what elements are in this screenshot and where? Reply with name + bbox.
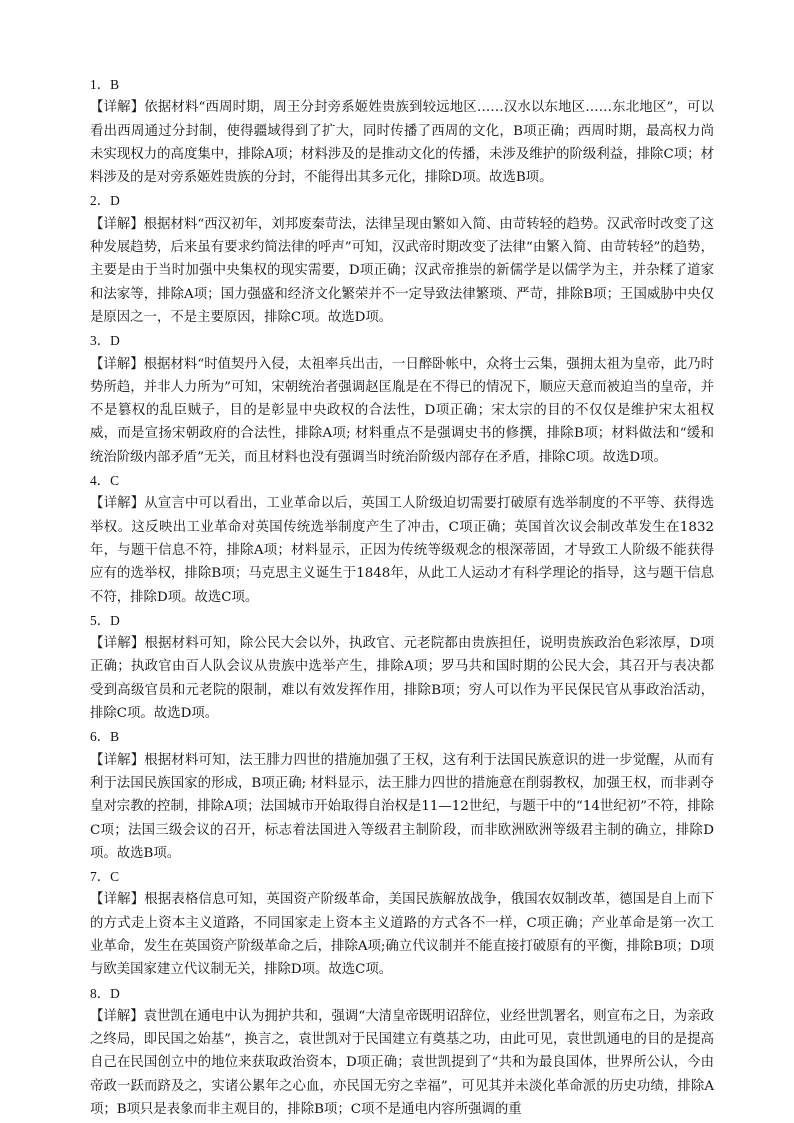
explanation-tag: 【详解】 — [90, 1008, 144, 1024]
answer-explanation — [90, 888, 714, 981]
explanation-text: 根据表格信息可知，英国资产阶级革命，美国民族解放战争，俄国农奴制改革，德国是自上而下的方式走上资本主义道路，不同国家走上资本主义道路的方式各不一样，C项正确；产业革命是第一次工业革命，发生在英国资产阶级革命之后，排除A项;确立代议制并不能直接打破原有的平衡，排除B项；D项与欧美国家建立代议制无关，排除D项。故选C项。 — [90, 892, 715, 978]
answer-item-5 — [90, 609, 714, 725]
explanation-text: 根据材料“时值契丹入侵，太祖率兵出击，一日醉卧帐中，众将士云集，强拥太祖为皇帝，此乃时势所趋，并非人力所为”可知，宋朝统治者强调赵匡胤是在不得已的情况下，顺应天意而被迫当的皇帝，并不是篡权的乱臣贼子，目的是彰显中央政权的合法性，D项正确；宋太宗的目的不仅仅是维护宋太祖权威，而是宣扬宋朝政府的合法性，排除A项; 材料重点不是强调史书的修撰，排除B项；材料做法和“缓和统治阶级内部矛盾”无关，而且材料也没有强调当时统治阶级内部存在矛盾，排除C项。故选D项。 — [90, 356, 715, 465]
explanation-text: 根据材料可知，除公民大会以外，执政官、元老院都由贵族担任，说明贵族政治色彩浓厚，D项正确；执政官由百人队会议从贵族中选举产生，排除A项；罗马共和国时期的公民大会，其召开与表决都受到高级官员和元老院的限制，难以有效发挥作用，排除B项；穷人可以作为平民保民官从事政治活动，排除C项。故选D项。 — [90, 636, 715, 722]
explanation-tag: 【详解】 — [90, 636, 145, 652]
answer-explanation — [90, 213, 714, 329]
answer-number: 4．C — [90, 473, 120, 489]
answer-number: 8．D — [90, 985, 120, 1001]
answer-number: 7．C — [90, 869, 120, 885]
explanation-tag: 【详解】 — [90, 216, 144, 232]
explanation-tag: 【详解】 — [90, 496, 145, 512]
answer-number: 5．D — [90, 612, 120, 628]
answer-explanation — [90, 492, 714, 608]
answer-explanation — [90, 632, 714, 725]
answer-number: 6．B — [90, 729, 120, 745]
answer-item-4 — [90, 469, 714, 609]
answer-item-2 — [90, 189, 714, 329]
answer-item-6 — [90, 725, 714, 865]
answer-number: 3．D — [90, 333, 120, 349]
answer-item-3 — [90, 329, 714, 469]
explanation-text: 袁世凯在通电中认为拥护共和，强调“大清皇帝既明诏辞位，业经世凯署名，则宣布之日，为亲政之终局，即民国之始基”，换言之，袁世凯对于民国建立有奠基之功，由此可见，袁世凯通电的目的是提高自己在民国创立中的地位来获取政治资本，D项正确；袁世凯提到了“共和为最良国体，世界所公认，今由帝政一跃而跻及之，实诸公累年之心血，亦民国无穷之幸福”，可见其并未淡化革命派的历史功绩，排除A项；B项只是表象而非主观目的，排除B项；C项不是通电内容所强调的重 — [90, 1008, 715, 1118]
explanation-text: 根据材料“西汉初年，刘邦废秦苛法，法律呈现由繁如入简、由苛转轻的趋势。汉武帝时改变了这种发展趋势，后来虽有要求约简法律的呼声”可知，汉武帝时期改变了法律“由繁入简、由苛转轻”的趋势，主要是由于当时加强中央集权的现实需要，D项正确；汉武帝推崇的新儒学是以儒学为主，并杂糅了道家和法家等，排除A项；国力强盛和经济文化繁荣并不一定导致法律繁琐、严苛，排除B项；王国威胁中央仅是原因之一，不是主要原因，排除C项。故选D项。 — [90, 216, 715, 325]
explanation-tag: 【详解】 — [90, 892, 145, 908]
answer-explanations-page — [90, 73, 714, 1121]
answer-item-1 — [90, 73, 714, 189]
answer-number: 2．D — [90, 193, 120, 209]
explanation-text: 从宣言中可以看出，工业革命以后，英国工人阶级迫切需要打破原有选举制度的不平等、获得选举权。这反映出工业革命对英国传统选举制度产生了冲击，C项正确；英国首次议会制改革发生在1832年，与题干信息不符，排除A项；材料显示，正因为传统等级观念的根深蒂固，才导致工人阶级不能获得应有的选举权，排除B项；马克思主义诞生于1848年，从此工人运动才有科学理论的指导，这与题干信息不符，排除D项。故选C项。 — [90, 496, 715, 605]
answer-number: 1．B — [90, 77, 120, 92]
answer-item-8 — [90, 982, 714, 1122]
answer-explanation — [90, 1005, 714, 1121]
explanation-tag: 【详解】 — [90, 356, 144, 372]
explanation-tag: 【详解】 — [90, 752, 145, 768]
answer-item-7 — [90, 865, 714, 981]
explanation-tag: 【详解】 — [90, 100, 145, 116]
explanation-text: 依据材料“西周时期，周王分封旁系姬姓贵族到较远地区……汉水以东地区……东北地区”，可以看出西周通过分封制，使得疆域得到了扩大，同时传播了西周的文化，B项正确；西周时期，最高权力尚未实现权力的高度集中，排除A项；材料涉及的是推动文化的传播，未涉及维护的阶级利益，排除C项；材料涉及的是对旁系姬姓贵族的分封，不能得出其多元化，排除D项。故选B项。 — [90, 100, 714, 186]
answer-explanation — [90, 353, 714, 469]
explanation-text: 根据材料可知，法王腓力四世的措施加强了王权，这有利于法国民族意识的进一步觉醒，从而有利于法国民族国家的形成，B项正确; 材料显示，法王腓力四世的措施意在削弱教权，加强王权，而非剥夺皇对宗教的控制，排除A项；法国城市开始取得自治权是11—12世纪，与题干中的“14世纪初”不符，排除C项；法国三级会议的召开，标志着法国进入等级君主制阶段，而非欧洲欧洲等级君主制的确立，排除D项。故选B项。 — [90, 752, 715, 861]
answer-explanation — [90, 749, 714, 865]
answer-explanation — [90, 96, 714, 189]
